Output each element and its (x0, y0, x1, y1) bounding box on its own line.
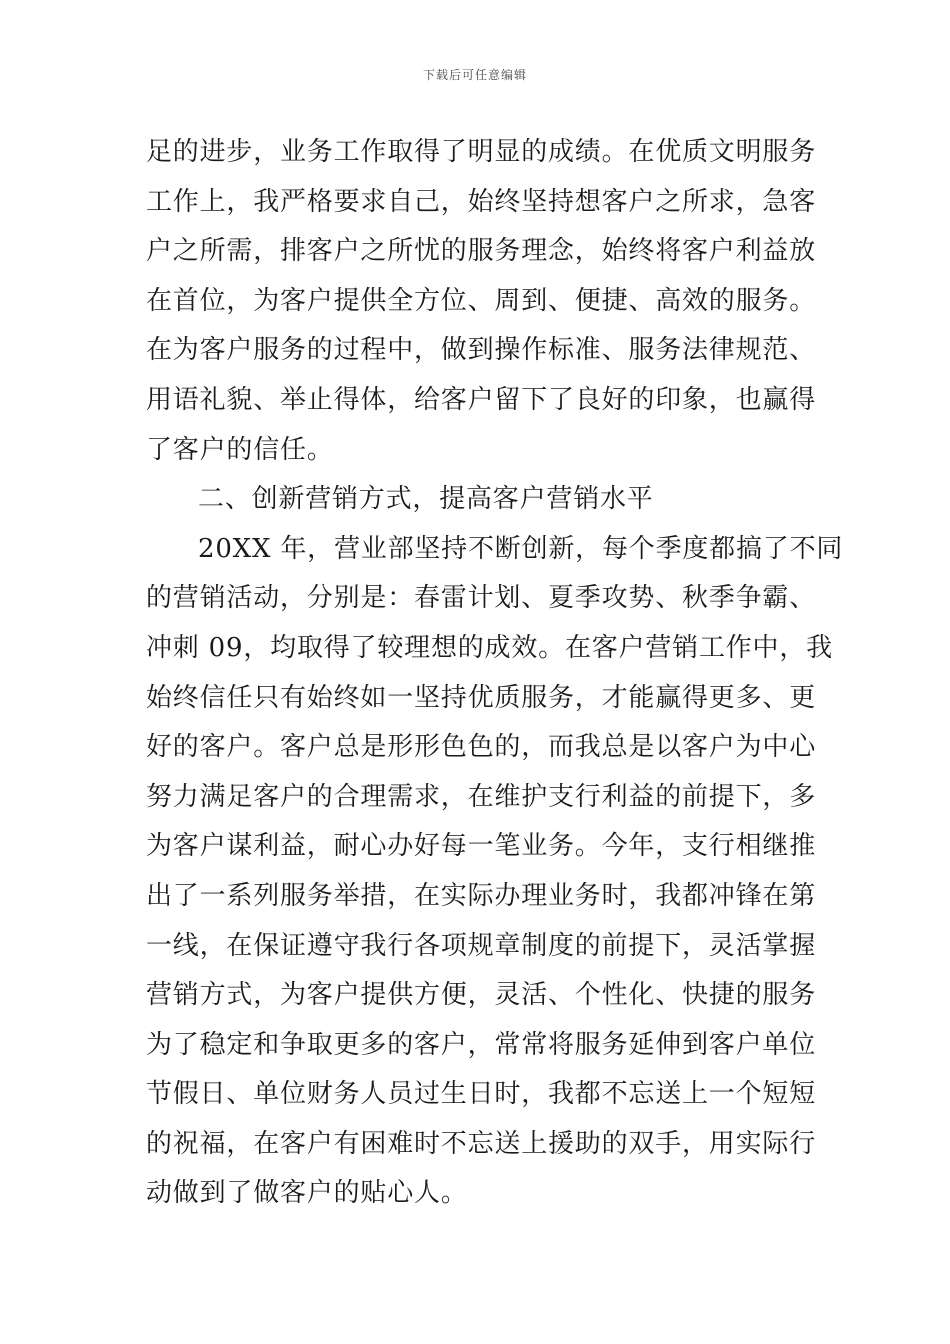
document-body (146, 128, 844, 1219)
text-line: 为了稳定和争取更多的客户，常常将服务延伸到客户单位 (146, 1029, 817, 1060)
text-line: 出了一系列服务举措，在实际办理业务时，我都冲锋在第 (146, 880, 817, 911)
text-line: 在为客户服务的过程中，做到操作标准、服务法律规范、 (146, 335, 817, 366)
text-line: 了客户的信任。 (146, 434, 334, 465)
text-line: 始终信任只有始终如一坚持优质服务，才能赢得更多、更 (146, 682, 817, 713)
text-line: 动做到了做客户的贴心人。 (146, 1178, 468, 1209)
text-line: 用语礼貌、举止得体，给客户留下了良好的印象，也赢得 (146, 384, 817, 415)
paragraph-first-line: 20XX 年，营业部坚持不断创新，每个季度都搞了不同 (198, 533, 844, 564)
text-line: 一线，在保证遵守我行各项规章制度的前提下，灵活掌握 (146, 930, 817, 961)
text-line: 努力满足客户的合理需求，在维护支行利益的前提下，多 (146, 781, 817, 812)
page-header: 下载后可任意编辑 (422, 68, 527, 82)
section-heading: 二、创新营销方式，提高客户营销水平 (198, 484, 654, 515)
text-line: 工作上，我严格要求自己，始终坚持想客户之所求，急客 (146, 186, 817, 217)
text-line: 足的进步，业务工作取得了明显的成绩。在优质文明服务 (146, 137, 817, 167)
text-line: 为客户谋利益，耐心办好每一笔业务。今年，支行相继推 (146, 831, 817, 862)
text-line: 好的客户。客户总是形形色色的，而我总是以客户为中心 (146, 732, 817, 763)
text-line: 的营销活动，分别是：春雷计划、夏季攻势、秋季争霸、 (146, 583, 817, 614)
text-line: 冲刺 09，均取得了较理想的成效。在客户营销工作中，我 (146, 632, 833, 663)
text-line: 的祝福，在客户有困难时不忘送上援助的双手，用实际行 (146, 1128, 817, 1159)
text-line: 节假日、单位财务人员过生日时，我都不忘送上一个短短 (146, 1079, 817, 1110)
text-line: 户之所需，排客户之所忧的服务理念，始终将客户利益放 (146, 236, 817, 267)
text-line: 营销方式，为客户提供方便，灵活、个性化、快捷的服务 (146, 980, 817, 1011)
text-line: 在首位，为客户提供全方位、周到、便捷、高效的服务。 (146, 285, 817, 316)
